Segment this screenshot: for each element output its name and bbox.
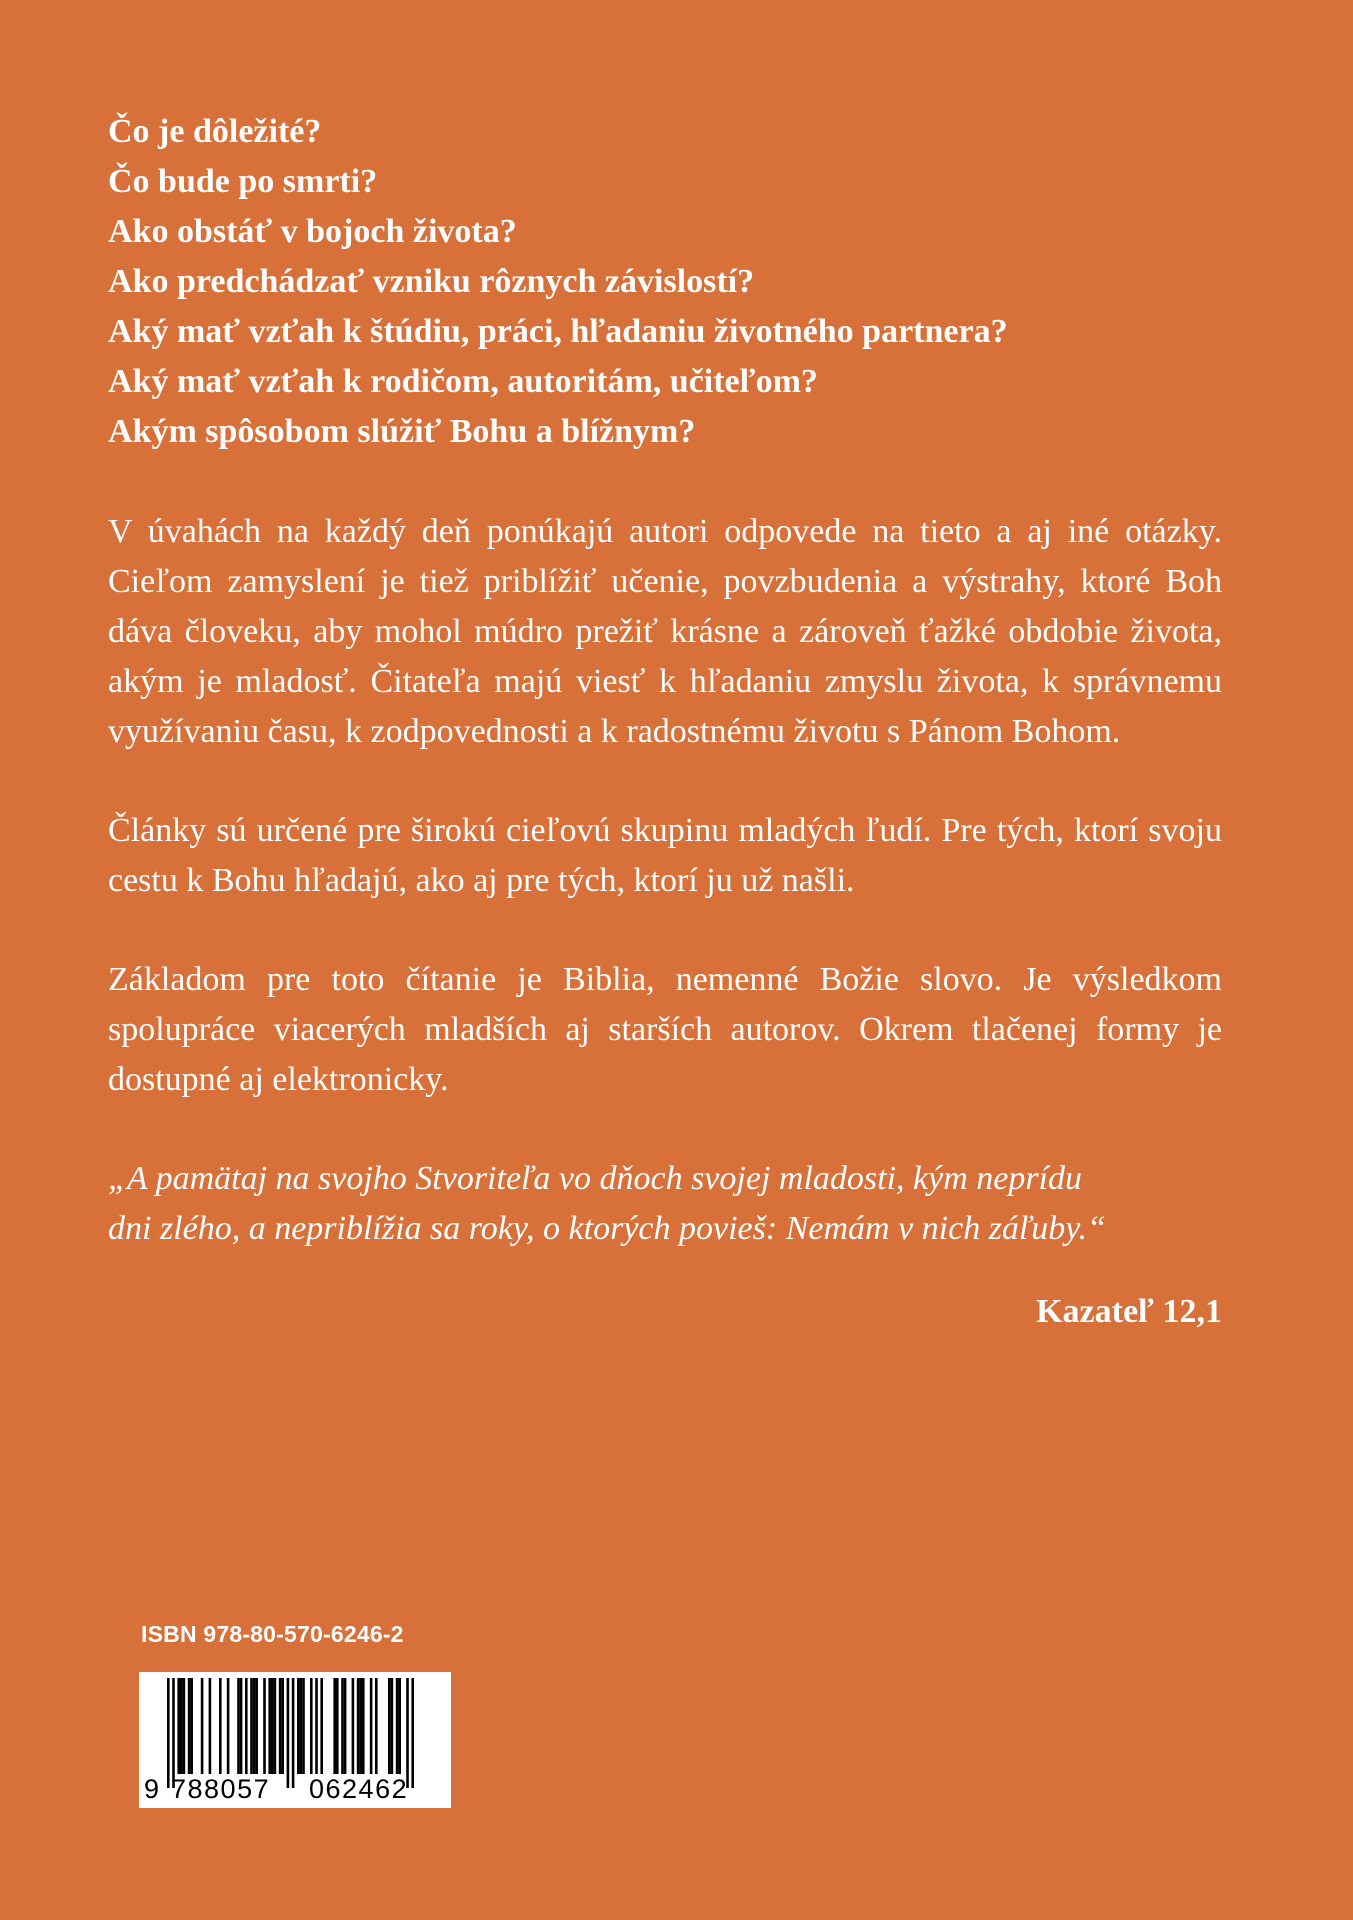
barcode-bar: [190, 1678, 193, 1774]
barcode-bar: [201, 1678, 204, 1774]
barcode-bar: [253, 1678, 256, 1774]
audience-paragraph: Články sú určené pre širokú cieľovú skupinu mladých ľudí. Pre tých, ktorí svoju cestu k Bohu hľadajú, ako aj pre tých, ktorí ju už našli.: [108, 812, 1222, 899]
barcode-bar: [370, 1678, 373, 1774]
barcode-bar: [240, 1678, 243, 1774]
barcode-bar: [352, 1678, 355, 1774]
question-item: Akým spôsobom slúžiť Bohu a blížnym?: [108, 413, 696, 450]
barcode-bar: [209, 1678, 212, 1774]
barcode-bar: [180, 1678, 183, 1774]
barcode-bar: [315, 1678, 318, 1774]
barcode-bar: [177, 1678, 180, 1774]
cover-text-block: [108, 107, 1222, 1337]
question-item: Ako obstáť v bojoch života?: [108, 213, 517, 250]
barcode-bar: [310, 1678, 313, 1774]
barcode-bar: [245, 1678, 248, 1774]
barcode-bar: [250, 1678, 253, 1774]
questions-list: [108, 107, 1222, 457]
barcode-bar: [297, 1678, 300, 1774]
barcode-digits: [139, 1772, 451, 1806]
question-item: Ako predchádzať vzniku rôznych závislostí?: [108, 263, 755, 300]
question-item: Čo bude po smrti?: [108, 163, 378, 200]
question-item: Aký mať vzťah k rodičom, autoritám, učiteľom?: [108, 363, 818, 400]
isbn-barcode: [139, 1672, 451, 1808]
barcode-bar: [268, 1678, 271, 1774]
barcode-bar: [341, 1678, 344, 1774]
question-item: Aký mať vzťah k štúdiu, práci, hľadaniu životného partnera?: [108, 313, 1008, 350]
barcode-bar: [344, 1678, 347, 1774]
barcode-right-group: 062462: [309, 1774, 409, 1804]
barcode-first-digit: 9: [144, 1774, 160, 1804]
barcode-bar: [237, 1678, 240, 1774]
quote-reference: Kazateľ 12,1: [1036, 1293, 1222, 1330]
barcode-bar: [391, 1678, 394, 1774]
barcode-bar: [398, 1678, 401, 1774]
barcode-bar: [219, 1678, 222, 1774]
barcode-bar: [333, 1678, 336, 1774]
barcode-bar: [302, 1678, 305, 1774]
barcode-bar: [263, 1678, 266, 1774]
barcode-bar: [271, 1678, 274, 1774]
barcode-left-group: 788057: [171, 1774, 271, 1804]
basis-paragraph: Základom pre toto čítanie je Biblia, nemenné Božie slovo. Je výsledkom spolupráce viacerých mladších aj starších autorov. Okrem tlačenej formy je dostupné aj elektronicky.: [108, 961, 1222, 1098]
barcode-bar: [274, 1678, 277, 1774]
barcode-bar: [362, 1678, 365, 1774]
barcode-bar: [227, 1678, 230, 1774]
bible-quote: [108, 1154, 1222, 1254]
barcode-bar: [300, 1678, 303, 1774]
barcode-bar: [320, 1678, 323, 1774]
barcode-bar: [281, 1678, 284, 1774]
barcode-bar: [357, 1678, 360, 1774]
question-item: Čo je dôležité?: [108, 113, 322, 150]
quote-line: „A pamätaj na svojho Stvoriteľa vo dňoch svojej mladosti, kým neprídu: [108, 1160, 1083, 1197]
barcode-bar: [279, 1678, 282, 1774]
quote-line: dni zlého, a nepriblížia sa roky, o ktorých povieš: Nemám v nich záľuby.“: [108, 1210, 1106, 1247]
barcode-bar: [255, 1678, 258, 1774]
barcode-bar: [396, 1678, 399, 1774]
barcode-bar: [388, 1678, 391, 1774]
barcode-bar: [375, 1678, 378, 1774]
barcode-bar: [359, 1678, 362, 1774]
isbn-label: ISBN 978-80-570-6246-2: [141, 1621, 404, 1647]
barcode-bar: [188, 1678, 191, 1774]
barcode-bar: [183, 1678, 186, 1774]
barcode-bar: [336, 1678, 339, 1774]
description-paragraph: V úvahách na každý deň ponúkajú autori odpovede na tieto a aj iné otázky. Cieľom zamyslení je tiež priblížiť učenie, povzbudenia a výstrahy, ktoré Boh dáva človeku, aby mohol múdro prežiť krásne a zároveň ťažké obdobie života, akým je mladosť. Čitateľa majú viesť k hľadaniu zmyslu života, k správnemu využívaniu času, k zodpovednosti a k radostnému životu s Pánom Bohom.: [108, 513, 1222, 750]
